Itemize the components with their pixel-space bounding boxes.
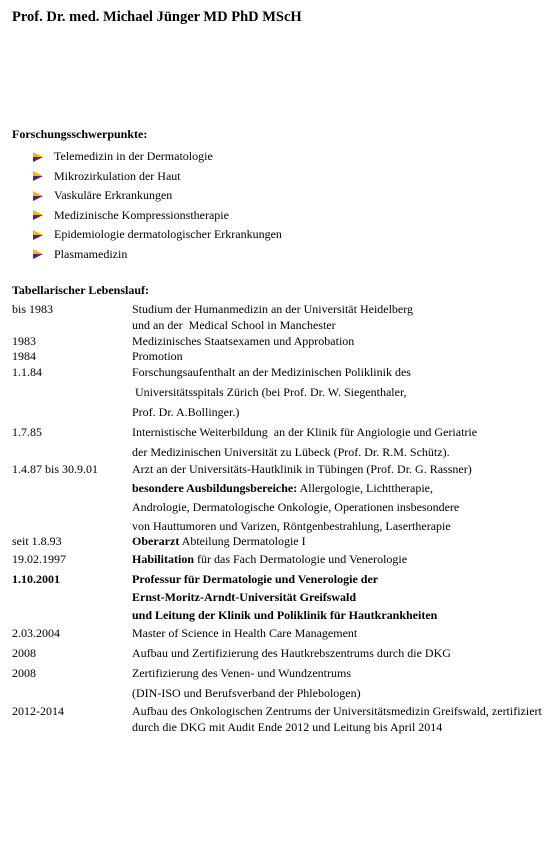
cv-date: 1.10.2001	[12, 572, 60, 586]
research-item-label: Plasmamedizin	[54, 246, 128, 261]
cv-text-bold: Oberarzt	[132, 534, 180, 548]
cv-date: seit 1.8.93	[12, 534, 62, 548]
cv-date: bis 1983	[12, 302, 54, 316]
cv-heading: Tabellarischer Lebenslauf:	[12, 283, 150, 297]
bullet-arrow-icon	[32, 229, 54, 241]
cv-text: Medizinisches Staatsexamen und Approbation	[132, 334, 355, 348]
cv-description-line	[132, 552, 552, 568]
bullet-arrow-icon	[32, 209, 54, 221]
research-item-label: Medizinische Kompressionstherapie	[54, 207, 229, 222]
research-item	[32, 167, 282, 187]
cv-description-line	[132, 349, 552, 365]
research-item-label: Epidemiologie dermatologischer Erkrankungen	[54, 227, 282, 242]
cv-text-bold: Habilitation	[132, 552, 195, 566]
research-item-label: Telemedizin in der Dermatologie	[54, 149, 213, 164]
cv-date: 1.7.85	[12, 425, 42, 439]
cv-text: Studium der Humanmedizin an der Universität Heidelberg	[132, 302, 414, 316]
cv-text: Abteilung Dermatologie I	[179, 534, 306, 548]
cv-description	[132, 334, 552, 350]
research-heading: Forschungsschwerpunkte:	[12, 127, 148, 141]
cv-description-line	[132, 534, 552, 550]
cv-text: Aufbau und Zertifizierung des Hautkrebszentrums durch die DKG	[132, 646, 451, 660]
cv-description-line	[132, 334, 552, 350]
cv-text: für das Fach Dermatologie und Venerologie	[194, 552, 408, 566]
research-item	[32, 147, 282, 167]
cv-description-line	[132, 666, 552, 686]
cv-description	[132, 365, 552, 425]
cv-text: durch die DKG mit Audit Ende 2012 und Leitung bis April 2014	[132, 720, 443, 734]
cv-text: (DIN-ISO und Berufsverband der Phlebologen)	[132, 686, 361, 700]
cv-text-bold: Ernst-Moritz-Arndt-Universität Greifswald	[132, 590, 357, 604]
cv-text: Aufbau des Onkologischen Zentrums der Universitätsmedizin Greifswald, zertifiziert	[132, 704, 542, 718]
cv-date: 1984	[12, 349, 36, 363]
cv-description-line	[132, 608, 552, 626]
cv-description	[132, 302, 552, 334]
cv-description	[132, 572, 552, 626]
bullet-arrow-icon	[32, 190, 54, 202]
cv-text: Universitätsspitals Zürich (bei Prof. Dr. W. Siegenthaler,	[132, 385, 407, 399]
research-list	[32, 147, 282, 264]
cv-description-line	[132, 704, 552, 720]
cv-description-line	[132, 365, 552, 385]
cv-text: Master of Science in Health Care Management	[132, 626, 358, 640]
cv-description-line	[132, 302, 552, 318]
bullet-arrow-icon	[32, 151, 54, 163]
research-item	[32, 245, 282, 265]
cv-date: 2008	[12, 646, 36, 660]
cv-description-line	[132, 385, 552, 405]
page-title: Prof. Dr. med. Michael Jünger MD PhD MScH	[12, 9, 302, 25]
cv-description	[132, 425, 552, 465]
cv-description	[132, 552, 552, 568]
cv-description-line	[132, 425, 552, 445]
research-item	[32, 186, 282, 206]
cv-text-bold: und Leitung der Klinik und Poliklinik für Hautkrankheiten	[132, 608, 438, 622]
cv-description-line	[132, 481, 552, 500]
cv-date: 2.03.2004	[12, 626, 60, 640]
cv-description-line	[132, 646, 552, 662]
cv-text: Promotion	[132, 349, 183, 363]
cv-text: Andrologie, Dermatologische Onkologie, Operationen insbesondere	[132, 500, 460, 514]
cv-description	[132, 534, 552, 550]
research-item-label: Vaskuläre Erkrankungen	[54, 188, 173, 203]
cv-text: Prof. Dr. A.Bollinger.)	[132, 405, 240, 419]
cv-description-line	[132, 405, 552, 425]
cv-date: 2012-2014	[12, 704, 64, 718]
research-item	[32, 225, 282, 245]
cv-text: Forschungsaufenthalt an der Medizinischen Poliklinik des	[132, 365, 411, 379]
cv-description	[132, 462, 552, 538]
cv-text: der Medizinischen Universität zu Lübeck (Prof. Dr. R.M. Schütz).	[132, 445, 450, 459]
cv-description	[132, 704, 552, 736]
cv-text: Zertifizierung des Venen- und Wundzentrums	[132, 666, 352, 680]
cv-description-line	[132, 462, 552, 481]
cv-description-line	[132, 500, 552, 519]
cv-text: Arzt an der Universitäts-Hautklinik in Tübingen (Prof. Dr. G. Rassner)	[132, 462, 472, 476]
cv-description	[132, 349, 552, 365]
cv-description-line	[132, 720, 552, 736]
cv-date: 1.1.84	[12, 365, 42, 379]
cv-date: 2008	[12, 666, 36, 680]
cv-description	[132, 666, 552, 706]
cv-text-bold: Professur für Dermatologie und Venerologie der	[132, 572, 379, 586]
cv-date: 19.02.1997	[12, 552, 66, 566]
research-item	[32, 206, 282, 226]
cv-text-bold: besondere Ausbildungsbereiche:	[132, 481, 298, 495]
cv-text: Allergologie, Lichttherapie,	[297, 481, 434, 495]
cv-description-line	[132, 590, 552, 608]
bullet-arrow-icon	[32, 248, 54, 260]
cv-text: Internistische Weiterbildung an der Klinik für Angiologie und Geriatrie	[132, 425, 478, 439]
cv-description-line	[132, 686, 552, 706]
cv-text: von Hauttumoren und Varizen, Röntgenbestrahlung, Lasertherapie	[132, 519, 451, 533]
cv-date: 1.4.87 bis 30.9.01	[12, 462, 99, 476]
cv-text: und an der Medical School in Manchester	[132, 318, 336, 332]
cv-description-line	[132, 318, 552, 334]
cv-description	[132, 646, 552, 662]
cv-date: 1983	[12, 334, 36, 348]
research-item-label: Mikrozirkulation der Haut	[54, 168, 181, 183]
cv-description-line	[132, 572, 552, 590]
cv-description	[132, 626, 552, 642]
bullet-arrow-icon	[32, 170, 54, 182]
cv-description-line	[132, 626, 552, 642]
